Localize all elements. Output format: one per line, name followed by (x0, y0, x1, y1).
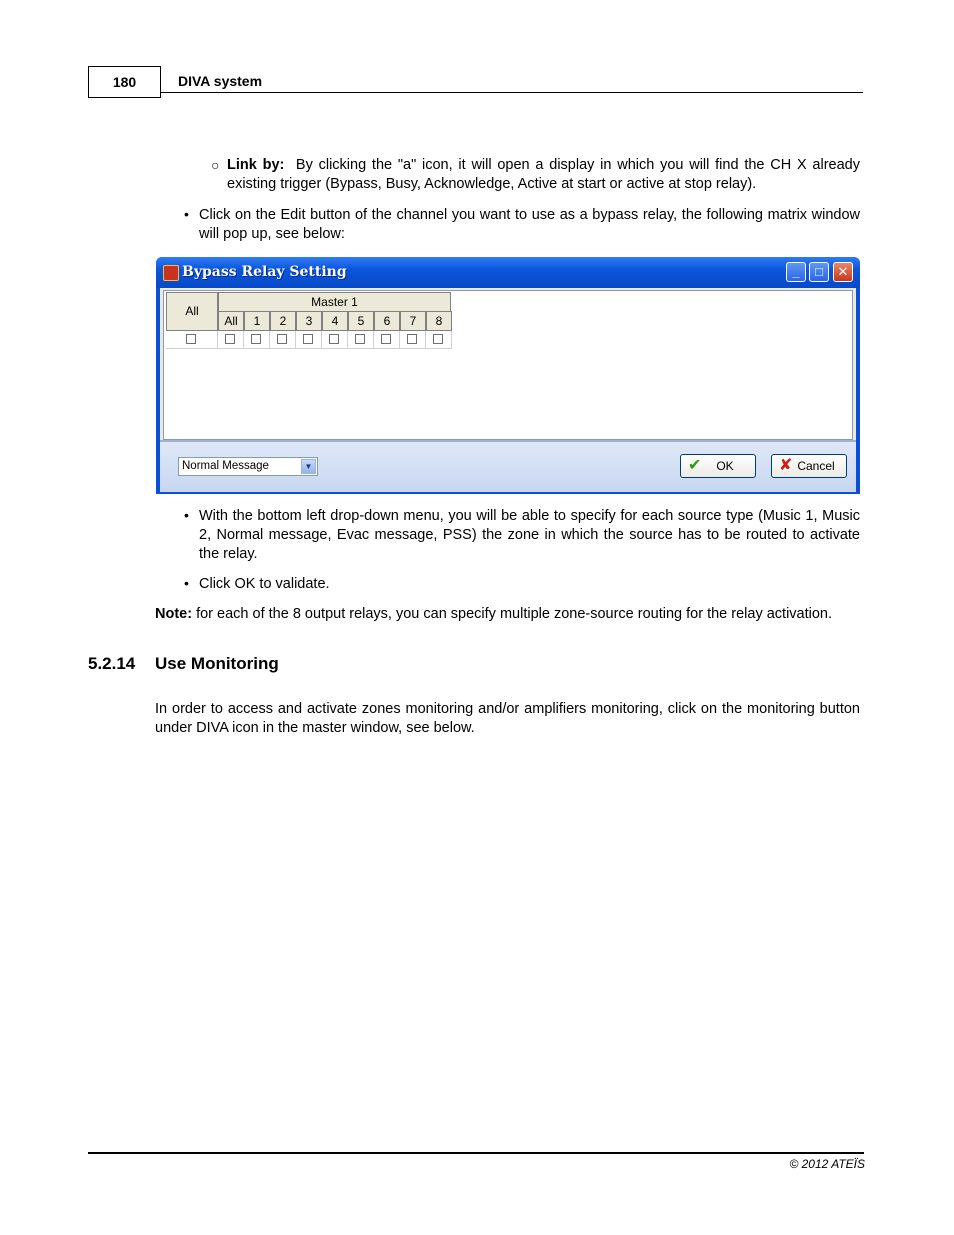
note-paragraph (155, 605, 860, 624)
checkbox-cell (374, 331, 400, 349)
section-title: Use Monitoring (155, 654, 279, 673)
header-rule (161, 92, 863, 93)
checkbox-all[interactable] (186, 334, 196, 344)
column-master-1: Master 1 (218, 292, 451, 312)
note-label: Note: (155, 606, 193, 622)
dialog-title: Bypass Relay Setting (182, 264, 347, 280)
checkbox-relay-5[interactable] (355, 334, 365, 344)
minimize-icon[interactable]: _ (786, 262, 806, 282)
dropdown-value: Normal Message (182, 460, 269, 472)
cancel-label: Cancel (797, 459, 835, 473)
dialog-titlebar (156, 257, 860, 288)
checkbox-cell (296, 331, 322, 349)
sub-column-6[interactable]: 6 (374, 311, 400, 331)
link-by-paragraph (227, 156, 860, 194)
sub-column-7[interactable]: 7 (400, 311, 426, 331)
dialog-footer (160, 440, 856, 492)
header-title: DIVA system (178, 73, 263, 89)
checkbox-relay-6[interactable] (381, 334, 391, 344)
section-heading (88, 654, 279, 674)
link-by-label: Link by: (227, 157, 285, 173)
source-type-dropdown[interactable] (178, 457, 318, 476)
checkbox-cell (400, 331, 426, 349)
checkbox-relay-2[interactable] (277, 334, 287, 344)
bullet-icon: • (184, 507, 189, 523)
bullet-3-text: Click OK to validate. (199, 576, 330, 592)
dialog-client (160, 288, 856, 490)
checkbox-relay-3[interactable] (303, 334, 313, 344)
copyright: © 2012 ATEÏS (789, 1157, 865, 1171)
cancel-button[interactable] (771, 454, 847, 478)
checkbox-relay-8[interactable] (433, 334, 443, 344)
column-all[interactable]: All (166, 292, 218, 331)
ok-button[interactable] (680, 454, 756, 478)
section-number: 5.2.14 (88, 654, 136, 673)
checkbox-cell (322, 331, 348, 349)
maximize-icon[interactable]: □ (809, 262, 829, 282)
close-icon[interactable]: ✕ (833, 262, 853, 282)
ok-label: OK (716, 459, 734, 473)
checkbox-cell (348, 331, 374, 349)
sub-column-8[interactable]: 8 (426, 311, 452, 331)
footer-rule (88, 1152, 864, 1154)
bypass-relay-dialog (156, 257, 860, 494)
checkbox-cell (218, 331, 244, 349)
page-number: 180 (88, 66, 161, 98)
relay-matrix (163, 290, 853, 440)
sub-column-4[interactable]: 4 (322, 311, 348, 331)
link-by-text: By clicking the "a" icon, it will open a display in which you will find the CH X already existing trigger (Bypass, Busy, Acknowledge, Active at start or active at stop relay). (227, 157, 860, 192)
note-text: for each of the 8 output relays, you can specify multiple zone-source routing for the relay activation. (196, 606, 833, 622)
bullet-icon: • (184, 206, 189, 222)
app-icon (163, 265, 179, 281)
sub-column-2[interactable]: 2 (270, 311, 296, 331)
checkbox-cell (426, 331, 452, 349)
sub-column-all[interactable]: All (218, 311, 244, 331)
chevron-down-icon[interactable]: ▼ (301, 459, 316, 474)
circle-bullet-icon: ○ (211, 157, 220, 173)
checkbox-cell (166, 331, 218, 349)
checkbox-cell (244, 331, 270, 349)
checkbox-relay-4[interactable] (329, 334, 339, 344)
bullet-1-text: Click on the Edit button of the channel you want to use as a bypass relay, the following matrix window will pop up, see below: (199, 207, 860, 242)
bullet-2-text: With the bottom left drop-down menu, you will be able to specify for each source type (Music 1, Music 2, Normal message, Evac message, PSS) the zone in which the source has to be routed to activate the relay. (199, 508, 860, 562)
sub-column-5[interactable]: 5 (348, 311, 374, 331)
checkbox-sub-all[interactable] (225, 334, 235, 344)
checkbox-relay-1[interactable] (251, 334, 261, 344)
sub-column-1[interactable]: 1 (244, 311, 270, 331)
cross-icon: ✘ (779, 457, 793, 474)
checkbox-cell (270, 331, 296, 349)
monitoring-paragraph: In order to access and activate zones monitoring and/or amplifiers monitoring, click on the monitoring button under DIVA icon in the master window, see below. (155, 701, 860, 736)
bullet-icon: • (184, 575, 189, 591)
checkbox-relay-7[interactable] (407, 334, 417, 344)
sub-column-3[interactable]: 3 (296, 311, 322, 331)
checkmark-icon: ✔ (688, 457, 702, 474)
